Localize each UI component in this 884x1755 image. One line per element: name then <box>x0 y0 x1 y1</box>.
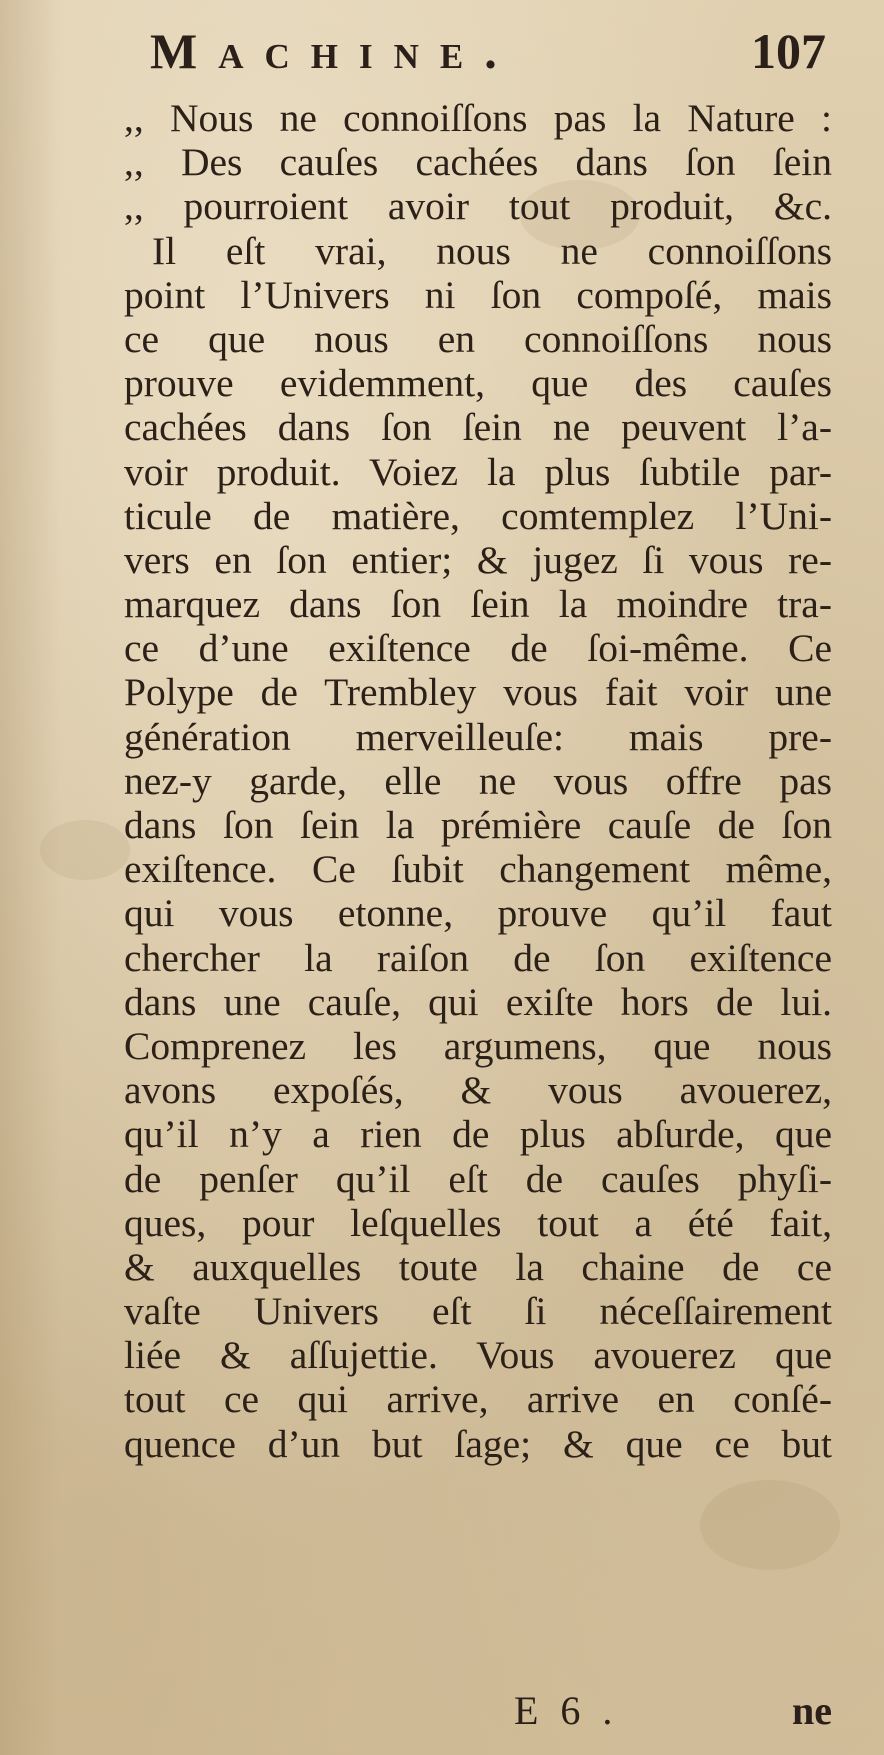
text-line: qu’il n’y a rien de plus abſurde, que <box>124 1112 832 1157</box>
text-line: ques, pour leſquelles tout a été fait, <box>124 1200 832 1245</box>
running-title: Machine. <box>150 23 518 79</box>
text-line: nez-y garde, elle ne vous offre pas <box>124 758 832 803</box>
text-line: voir produit. Voiez la plus ſubtile par- <box>124 449 832 494</box>
text-line: point l’Univers ni ſon compoſé, mais <box>124 272 832 317</box>
page-header <box>150 22 826 86</box>
text-line: ,, Nous ne connoiſſons pas la Nature : <box>124 96 832 140</box>
page-number: 107 <box>751 23 826 79</box>
text-line: vaſte Univers eſt ſi néceſſairement <box>124 1289 832 1334</box>
text-line: prouve evidemment, que des cauſes <box>124 361 832 406</box>
text-line: exiſtence. Ce ſubit changement même, <box>124 847 832 892</box>
text-line: qui vous etonne, prouve qu’il faut <box>124 891 832 936</box>
text-line: ticule de matière, comtemplez l’Uni- <box>124 493 832 538</box>
text-line: avons expoſés, & vous avouerez, <box>124 1068 832 1113</box>
text-line: dans une cauſe, qui exiſte hors de lui. <box>124 979 832 1024</box>
text-line: cachées dans ſon ſein ne peuvent l’a- <box>124 405 832 450</box>
text-line: chercher la raiſon de ſon exiſtence <box>124 935 832 980</box>
text-line: quence d’un but ſage; & que ce but <box>124 1421 832 1466</box>
text-line: de penſer qu’il eſt de cauſes phyſi- <box>124 1156 832 1201</box>
paper-stain <box>40 820 130 880</box>
body-text <box>124 96 832 1466</box>
text-line: ,, Des cauſes cachées dans ſon ſein <box>124 140 832 185</box>
page-gutter-shadow <box>0 0 60 1755</box>
page-footer <box>124 1687 832 1735</box>
text-line: dans ſon ſein la prémière cauſe de ſon <box>124 803 832 847</box>
text-line: marquez dans ſon ſein la moindre tra- <box>124 582 832 627</box>
text-line: Il eſt vrai, nous ne connoiſſons <box>152 228 832 273</box>
text-line: ce d’une exiſtence de ſoi-même. Ce <box>124 626 832 671</box>
text-line: ,, pourroient avoir tout produit, &c. <box>124 184 832 229</box>
text-line: Polype de Trembley vous fait voir une <box>124 670 832 715</box>
text-line: liée & aſſujettie. Vous avouerez que <box>124 1333 832 1378</box>
text-line: & auxquelles toute la chaine de ce <box>124 1244 832 1289</box>
paper-stain <box>700 1480 840 1570</box>
text-line: Comprenez les argumens, que nous <box>124 1023 832 1068</box>
catchword: ne <box>792 1688 832 1733</box>
text-line: tout ce qui arrive, arrive en conſé- <box>124 1377 832 1422</box>
text-line: vers en ſon entier; & jugez ſi vous re- <box>124 537 832 582</box>
text-line: génération merveilleuſe: mais pre- <box>124 714 832 759</box>
text-line: ce que nous en connoiſſons nous <box>124 316 832 361</box>
signature-mark: E 6 . <box>514 1688 619 1733</box>
